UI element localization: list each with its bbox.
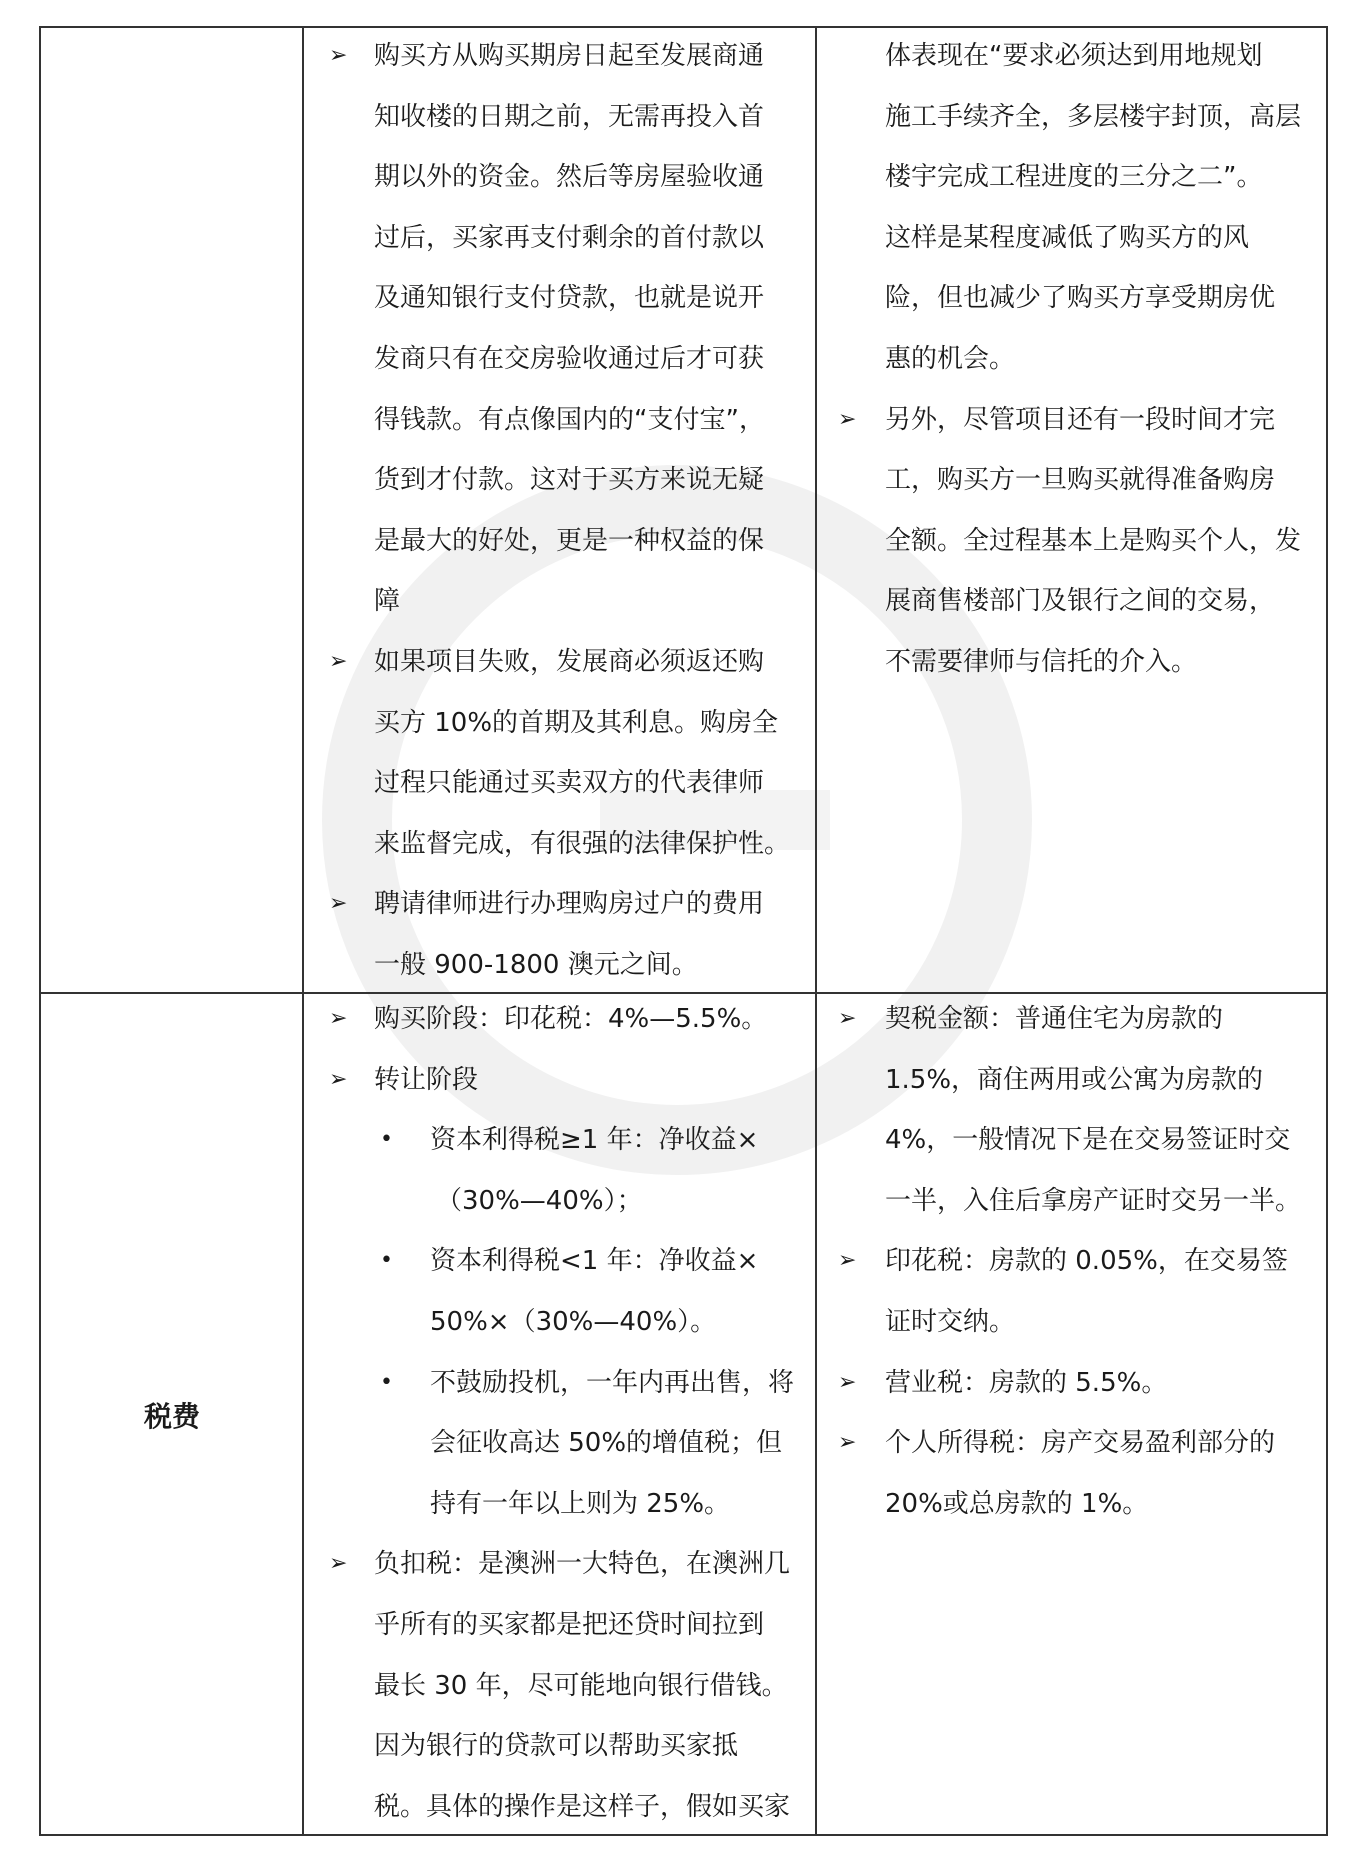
list-item-text: 最长 30 年，尽可能地向银行借钱。 bbox=[374, 1670, 788, 1701]
list-item-text: 一半，入住后拿房产证时交另一半。 bbox=[885, 1185, 1302, 1216]
list-item-text: 购买阶段：印花税：4%—5.5%。 bbox=[374, 1004, 768, 1034]
list-item-continuation bbox=[0, 1595, 1353, 1656]
list-item bbox=[0, 989, 1353, 1050]
list-item-text: 得钱款。有点像国内的“支付宝”， bbox=[374, 404, 765, 435]
list-item-text: 负扣税：是澳洲一大特色，在澳洲几 bbox=[374, 1549, 791, 1580]
arrow-bullet-icon: ➢ bbox=[838, 1369, 857, 1395]
list-item-text: （30%—40%）； bbox=[436, 1185, 643, 1216]
arrow-bullet-icon: ➢ bbox=[838, 406, 857, 432]
list-item-text: 营业税：房款的 5.5%。 bbox=[885, 1367, 1168, 1398]
list-item-text: 资本利得税≥1 年：净收益× bbox=[430, 1125, 759, 1156]
list-item-text: 楼宇完成工程进度的三分之二”。 bbox=[885, 162, 1263, 193]
arrow-bullet-icon: ➢ bbox=[838, 1430, 857, 1456]
list-item-text: 印花税：房款的 0.05%，在交易签 bbox=[885, 1246, 1288, 1277]
list-item bbox=[0, 1231, 1353, 1292]
list-item-continuation bbox=[0, 935, 1353, 996]
list-item-text: 50%×（30%—40%）。 bbox=[430, 1306, 717, 1337]
list-item-continuation bbox=[0, 329, 1353, 390]
list-item-text: 买方 10%的首期及其利息。购房全 bbox=[374, 707, 779, 738]
list-item-continuation bbox=[0, 632, 1353, 693]
bullet-icon: • bbox=[380, 1248, 393, 1274]
list-item-text: 来监督完成，有很强的法律保护性。 bbox=[374, 828, 791, 859]
arrow-bullet-icon: ➢ bbox=[329, 43, 348, 68]
list-item-text: 聘请律师进行办理购房过户的费用 bbox=[374, 889, 765, 920]
list-item bbox=[0, 1353, 1353, 1414]
list-item-continuation bbox=[0, 571, 1353, 632]
list-item-text: 会征收高达 50%的增值税；但 bbox=[430, 1428, 783, 1459]
list-item-text: 惠的机会。 bbox=[885, 343, 1016, 374]
list-item-text: 4%，一般情况下是在交易签证时交 bbox=[885, 1125, 1291, 1156]
list-item-continuation bbox=[0, 1110, 1353, 1171]
list-item bbox=[0, 874, 1353, 935]
list-item-text: 障 bbox=[374, 586, 401, 617]
list-item-text: 一般 900-1800 澳元之间。 bbox=[374, 949, 698, 980]
list-item-continuation bbox=[0, 147, 1353, 208]
list-item-text: 个人所得税：房产交易盈利部分的 bbox=[885, 1428, 1276, 1459]
list-item-text: 如果项目失败，发展商必须返还购 bbox=[374, 646, 765, 677]
list-item-continuation bbox=[0, 450, 1353, 511]
list-item-continuation bbox=[0, 208, 1353, 269]
list-item-continuation bbox=[0, 87, 1353, 148]
arrow-bullet-icon: ➢ bbox=[838, 1006, 857, 1031]
table-cell-r1-col2 bbox=[0, 989, 1353, 1534]
list-item-continuation bbox=[0, 511, 1353, 572]
arrow-bullet-icon: ➢ bbox=[329, 1006, 348, 1031]
list-item-text: 不需要律师与信托的介入。 bbox=[885, 646, 1198, 677]
arrow-bullet-icon: ➢ bbox=[838, 1248, 857, 1274]
list-item-text: 持有一年以上则为 25%。 bbox=[430, 1488, 731, 1519]
list-item-continuation bbox=[0, 268, 1353, 329]
list-item-text: 20%或总房款的 1%。 bbox=[885, 1488, 1149, 1519]
list-item-continuation bbox=[0, 693, 1353, 754]
row-label-taxes: 税费 bbox=[143, 1400, 200, 1433]
list-item-text: 证时交纳。 bbox=[885, 1306, 1016, 1337]
list-item-text: 乎所有的买家都是把还贷时间拉到 bbox=[374, 1609, 765, 1640]
list-item-text: 契税金额：普通住宅为房款的 bbox=[885, 1004, 1224, 1034]
list-item-text: 过后，买家再支付剩余的首付款以 bbox=[374, 222, 765, 253]
list-item-text: 知收楼的日期之前，无需再投入首 bbox=[374, 101, 765, 132]
list-item-continuation bbox=[0, 1050, 1353, 1111]
list-item-text: 过程只能通过买卖双方的代表律师 bbox=[374, 768, 765, 799]
list-item-text: 体表现在“要求必须达到用地规划 bbox=[885, 41, 1263, 71]
table-cell-r0-col2 bbox=[0, 26, 1353, 693]
arrow-bullet-icon: ➢ bbox=[329, 891, 348, 917]
list-item-text: 工，购买方一旦购买就得准备购房 bbox=[885, 465, 1276, 496]
list-item-text: 施工手续齐全，多层楼宇封顶，高层 bbox=[885, 101, 1302, 132]
list-item-text: 转让阶段 bbox=[374, 1064, 479, 1095]
bullet-icon: • bbox=[380, 1127, 393, 1153]
list-item-text: 发商只有在交房验收通过后才可获 bbox=[374, 343, 765, 374]
list-item-text: 因为银行的贷款可以帮助买家抵 bbox=[374, 1731, 739, 1762]
list-item-text: 税。具体的操作是这样子，假如买家 bbox=[374, 1791, 791, 1822]
arrow-bullet-icon: ➢ bbox=[329, 648, 348, 674]
list-item bbox=[0, 390, 1353, 451]
list-item-text: 险，但也减少了购买方享受期房优 bbox=[885, 283, 1276, 314]
list-item-text: 资本利得税<1 年：净收益× bbox=[430, 1246, 759, 1277]
list-item-text: 购买方从购买期房日起至发展商通 bbox=[374, 41, 765, 71]
list-item-continuation bbox=[0, 1777, 1353, 1838]
list-item-text: 全额。全过程基本上是购买个人，发 bbox=[885, 525, 1302, 556]
arrow-bullet-icon: ➢ bbox=[329, 1066, 348, 1092]
list-item-continuation bbox=[0, 814, 1353, 875]
list-item bbox=[0, 26, 1353, 87]
list-item-text: 1.5%，商住两用或公寓为房款的 bbox=[885, 1064, 1264, 1095]
list-item-text: 是最大的好处，更是一种权益的保 bbox=[374, 525, 765, 556]
list-item-text: 期以外的资金。然后等房屋验收通 bbox=[374, 162, 765, 193]
list-item-text: 展商售楼部门及银行之间的交易， bbox=[885, 586, 1276, 617]
list-item-text: 及通知银行支付贷款，也就是说开 bbox=[374, 283, 765, 314]
list-item-continuation bbox=[0, 1716, 1353, 1777]
list-item-text: 另外，尽管项目还有一段时间才完 bbox=[885, 404, 1276, 435]
list-item bbox=[0, 1413, 1353, 1474]
list-item-text: 货到才付款。这对于买方来说无疑 bbox=[374, 465, 765, 496]
list-item-continuation bbox=[0, 753, 1353, 814]
bullet-icon: • bbox=[380, 1369, 393, 1395]
list-item-text: 不鼓励投机，一年内再出售，将 bbox=[430, 1367, 795, 1398]
list-item bbox=[0, 1534, 1353, 1595]
list-item-text: 这样是某程度减低了购买方的风 bbox=[885, 222, 1250, 253]
list-item-continuation bbox=[0, 1292, 1353, 1353]
list-item-continuation bbox=[0, 1474, 1353, 1535]
list-item-continuation bbox=[0, 1171, 1353, 1232]
list-item-continuation bbox=[0, 1656, 1353, 1717]
arrow-bullet-icon: ➢ bbox=[329, 1551, 348, 1577]
